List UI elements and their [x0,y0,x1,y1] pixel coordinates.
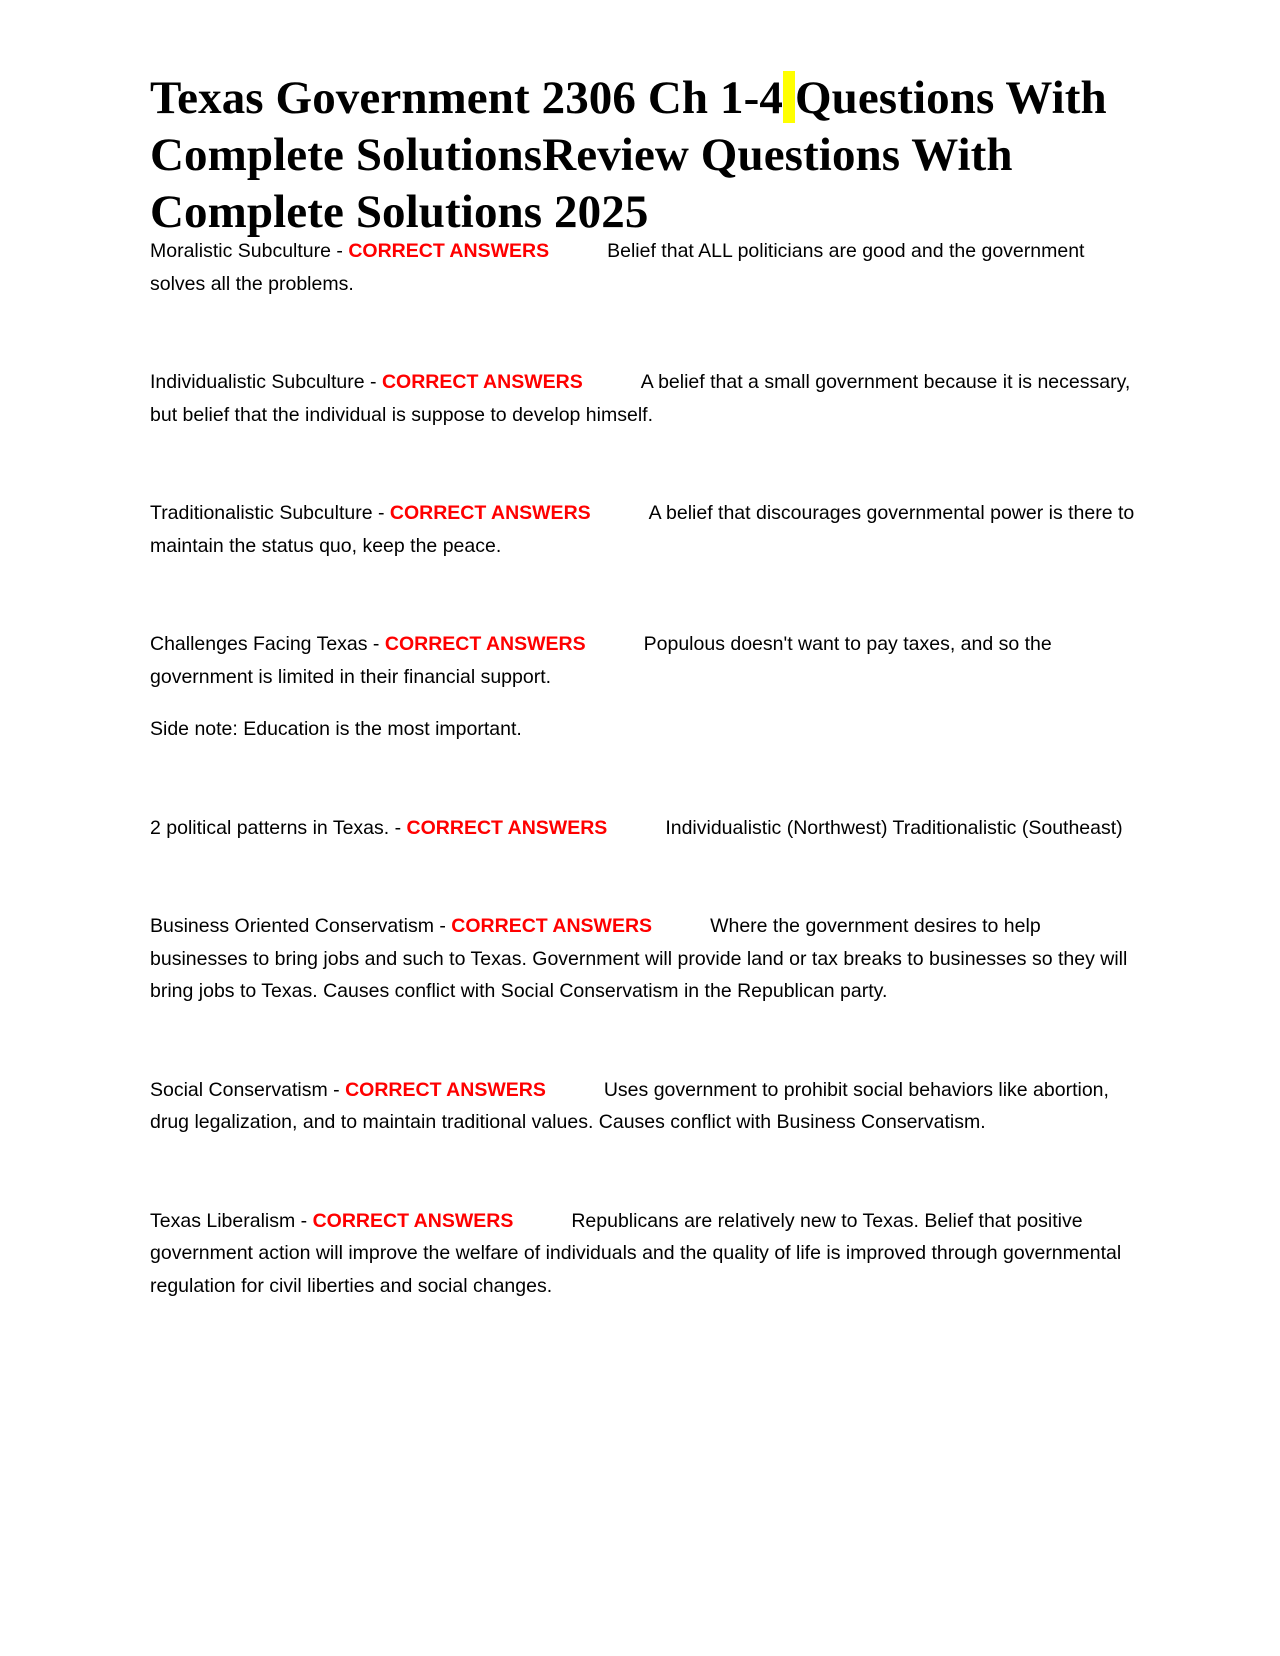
correct-answers-label: CORRECT ANSWERS [451,915,653,937]
title-part-1: Texas Government 2306 Ch 1-4 [150,72,783,124]
correct-answers-label: CORRECT ANSWERS [312,1209,514,1232]
entry-definition: Individualistic (Northwest) Traditionalistic (Southeast) [665,816,1123,839]
entry-definition: Where the government desires to help businesses to bring jobs and such to Texas. Government will provide land or tax breaks to businesses so they will bring jobs to Texas. Causes conflict with Social Conservatism in the Republican party. [150,915,1128,1002]
entry-definition: Belief that ALL politicians are good and the government solves all the problems. [150,240,1085,295]
entry-term: Texas Liberalism - [150,1209,313,1232]
document-title [150,70,1140,241]
entry-business-oriented-conservatism [150,910,1140,1008]
entry-texas-liberalism [150,1205,1140,1303]
entry-term: Challenges Facing Texas - [150,633,385,655]
entry-individualistic-subculture [150,366,1140,431]
entry-definition: Uses government to prohibit social behaviors like abortion, drug legalization, and to maintain traditional values. Causes conflict with Business Conservatism. [150,1078,1109,1133]
entry-definition: Republicans are relatively new to Texas. Belief that positive government action will improve the welfare of individuals and the quality of life is improved through governmental regulation for civil liberties and social changes. [150,1209,1122,1297]
entry-term: Moralistic Subculture - [150,240,349,262]
correct-answers-label: CORRECT ANSWERS [384,633,586,655]
entry-definition: A belief that discourages governmental power is there to maintain the status quo, keep the peace. [150,502,1135,557]
entry-term: Traditionalistic Subculture - [150,502,390,524]
entry-term: 2 political patterns in Texas. - [150,816,407,839]
correct-answers-label: CORRECT ANSWERS [345,1078,546,1101]
entry-traditionalistic-subculture [150,497,1140,562]
correct-answers-label: CORRECT ANSWERS [381,371,583,393]
title-part-2: Questions With Complete SolutionsReview Questions With Complete Solutions 2025 [150,72,1107,238]
entry-political-patterns [150,812,1140,845]
entry-term: Business Oriented Conservatism - [150,915,452,937]
side-note: Side note: Education is the most important. [150,718,522,740]
entry-definition: Populous doesn't want to pay taxes, and so the government is limited in their financial support. [150,633,1052,688]
document-page [150,70,1140,1302]
entry-term: Social Conservatism - [150,1078,346,1101]
entry-social-conservatism [150,1074,1140,1139]
entry-term: Individualistic Subculture - [150,371,382,393]
entry-definition: A belief that a small government because it is necessary, but belief that the individual is suppose to develop himself. [150,371,1131,426]
correct-answers-label: CORRECT ANSWERS [348,240,550,262]
correct-answers-label: CORRECT ANSWERS [406,816,608,839]
entry-moralistic-subculture [150,235,1140,300]
entry-challenges-facing-texas [150,628,1140,746]
highlight-mark [783,71,795,123]
correct-answers-label: CORRECT ANSWERS [389,502,591,524]
